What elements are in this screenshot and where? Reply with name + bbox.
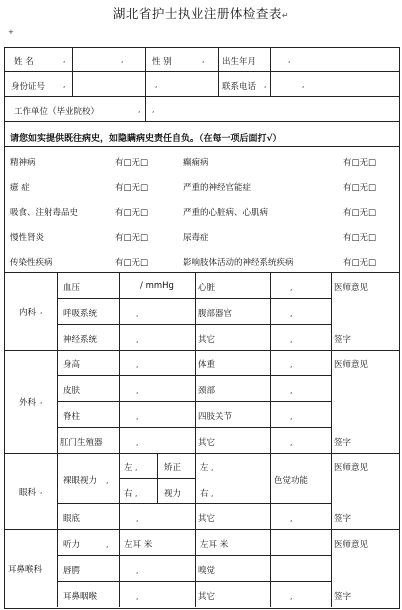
name-label: 姓 名 (14, 57, 34, 67)
history-item: 精神病 (10, 158, 36, 168)
yes-no-checkbox[interactable]: 有□无□ (115, 158, 149, 168)
corner-mark: + (8, 28, 14, 36)
surgery-signature: 签字 (334, 438, 352, 448)
cell-mark: , (136, 309, 139, 318)
cell-mark: , (211, 463, 214, 472)
cell-mark: , (202, 55, 205, 64)
ent-doctor-opinion: 医师意见 (334, 540, 369, 550)
cell-mark: , (290, 335, 293, 344)
history-item: 影响肢体活动的神经系统疾病 (183, 258, 294, 268)
col-divider (57, 272, 58, 607)
smell-label: 嗅觉 (198, 566, 216, 576)
history-item: 尿毒症 (183, 233, 209, 243)
col-divider (331, 272, 332, 607)
col-divider (157, 453, 158, 503)
color-vision-label: 色觉功能 (274, 476, 309, 486)
cell-mark: , (135, 463, 138, 472)
nervous-label: 神经系统 (63, 335, 98, 345)
cell-mark: , (290, 592, 293, 601)
internal-signature: 签字 (334, 335, 352, 345)
cell-mark: , (290, 309, 293, 318)
col-divider (195, 272, 196, 607)
internal-other-label: 其它 (198, 335, 216, 345)
heart-label: 心脏 (198, 283, 216, 293)
height-label: 身高 (63, 360, 81, 370)
row-divider (4, 71, 399, 72)
cell-mark: , (290, 360, 293, 369)
fundus-label: 眼底 (63, 514, 81, 524)
row-divider (57, 375, 331, 376)
col-divider (145, 47, 146, 121)
bp-unit: / mmHg (140, 281, 174, 291)
cell-mark: , (264, 80, 267, 89)
cell-mark: , (136, 412, 139, 421)
col-divider (270, 47, 271, 96)
cell-mark: , (135, 489, 138, 498)
history-item: 癫痫病 (183, 158, 209, 168)
col-divider (72, 47, 73, 96)
id-number-label: 身份证号 (11, 82, 46, 92)
corrected-right-label: 右 (200, 489, 209, 499)
yes-no-checkbox[interactable]: 有□无□ (343, 183, 377, 193)
cell-mark: , (136, 335, 139, 344)
yes-no-checkbox[interactable]: 有□无□ (115, 258, 149, 268)
internal-doctor-opinion: 医师意见 (334, 283, 369, 293)
instruction-text: 请您如实提供既往病史，如隐瞒病史责任自负。（在每一项后面打√） (10, 134, 282, 144)
cell-mark: , (63, 55, 66, 64)
cell-mark: , (290, 283, 293, 292)
yes-no-checkbox[interactable]: 有□无□ (343, 208, 377, 218)
row-divider (57, 555, 331, 556)
col-divider (119, 272, 120, 607)
history-item: 严重的神经官能症 (183, 183, 252, 193)
lips-label: 唇腭 (63, 566, 81, 576)
cell-mark: , (136, 592, 139, 601)
cell-mark: , (136, 360, 139, 369)
history-item: 吸食、注射毒品史 (10, 208, 79, 218)
gender-label: 性 别 (152, 57, 172, 67)
row-divider (4, 96, 399, 97)
left-ear-label: 左耳 米 (124, 540, 153, 550)
weight-label: 体重 (198, 360, 216, 370)
yes-no-checkbox[interactable]: 有□无□ (115, 233, 149, 243)
col-divider (270, 272, 271, 607)
cell-mark: , (211, 489, 214, 498)
cell-mark: , (40, 486, 43, 495)
history-item: 癔 症 (10, 183, 30, 193)
row-divider (57, 581, 331, 582)
naked-right-label: 右 (124, 489, 133, 499)
skin-label: 皮肤 (63, 386, 81, 396)
row-divider (57, 324, 331, 325)
cell-mark: , (290, 386, 293, 395)
yes-no-checkbox[interactable]: 有□无□ (115, 208, 149, 218)
ent-other-label: 其它 (198, 592, 216, 602)
right-ear-label: 左耳 米 (200, 540, 229, 550)
respiratory-label: 呼吸系统 (63, 309, 98, 319)
yes-no-checkbox[interactable]: 有□无□ (343, 158, 377, 168)
spine-label: 脊柱 (63, 412, 81, 422)
cell-mark: , (136, 386, 139, 395)
history-item: 严重的心脏病、心肌病 (183, 208, 269, 218)
workplace-label: 工作单位（毕业院校） (14, 107, 100, 117)
history-item: 传染性疾病 (10, 258, 53, 268)
cell-mark: , (40, 306, 43, 315)
abdominal-label: 腹部器官 (198, 309, 233, 319)
cell-mark: , (290, 412, 293, 421)
eye-doctor-opinion: 医师意见 (334, 463, 369, 473)
ent-throat-label: 耳鼻咽喉 (63, 592, 98, 602)
phone-label: 联系电话 (222, 82, 257, 92)
eye-signature: 签字 (334, 514, 352, 524)
naked-left-label: 左 (124, 463, 133, 473)
cell-mark: , (40, 396, 43, 405)
title-text: 湖北省护士执业注册体检查表 (112, 6, 282, 21)
row-divider (4, 350, 399, 351)
cell-mark: , (290, 438, 293, 447)
surgery-other-label: 其它 (198, 438, 216, 448)
cell-mark: , (106, 476, 109, 485)
surgery-section-label: 外科 (19, 398, 37, 408)
col-divider (218, 47, 219, 96)
cell-mark: , (138, 105, 141, 114)
eye-section-label: 眼科 (19, 488, 37, 498)
cell-mark: , (63, 80, 66, 89)
corrected-label-2: 视力 (164, 489, 182, 499)
cell-mark: , (288, 55, 291, 64)
birth-label: 出生年月 (222, 57, 257, 67)
anal-label: 肛门生殖器 (60, 438, 103, 448)
form-title (0, 4, 402, 22)
yes-no-checkbox[interactable]: 有□无□ (343, 258, 377, 268)
row-divider (57, 401, 331, 402)
history-item: 慢性肾炎 (10, 233, 45, 243)
cell-mark: , (136, 566, 139, 575)
cell-mark: , (121, 55, 124, 64)
corrected-left-label: 左 (200, 463, 209, 473)
hearing-label: 听力 (63, 540, 81, 550)
row-divider (4, 146, 399, 147)
yes-no-checkbox[interactable]: 有□无□ (115, 183, 149, 193)
limbs-label: 四肢关节 (198, 412, 233, 422)
ent-section-label: 耳鼻喉科 (8, 565, 43, 575)
cell-mark: , (136, 438, 139, 447)
cell-mark: , (290, 514, 293, 523)
cell-mark: , (155, 80, 158, 89)
cell-mark: , (152, 105, 155, 114)
naked-vision-label: 裸眼视力 (63, 476, 98, 486)
eye-other-label: 其它 (198, 514, 216, 524)
row-divider (4, 529, 399, 530)
ent-signature: 签字 (334, 592, 352, 602)
corrected-label-1: 矫正 (164, 463, 182, 473)
row-divider (57, 503, 331, 504)
internal-section-label: 内科 (19, 308, 37, 318)
title-return-mark: ↵ (281, 11, 290, 20)
cell-mark: , (136, 514, 139, 523)
surgery-doctor-opinion: 医师意见 (334, 360, 369, 370)
yes-no-checkbox[interactable]: 有□无□ (343, 233, 377, 243)
neck-label: 颈部 (198, 386, 216, 396)
row-divider (4, 121, 399, 122)
blood-pressure-label: 血压 (63, 283, 81, 293)
row-divider (4, 453, 399, 454)
row-divider (4, 272, 399, 273)
cell-mark: , (106, 540, 109, 549)
row-divider (57, 298, 331, 299)
cell-mark: , (302, 80, 305, 89)
row-divider (57, 427, 331, 428)
